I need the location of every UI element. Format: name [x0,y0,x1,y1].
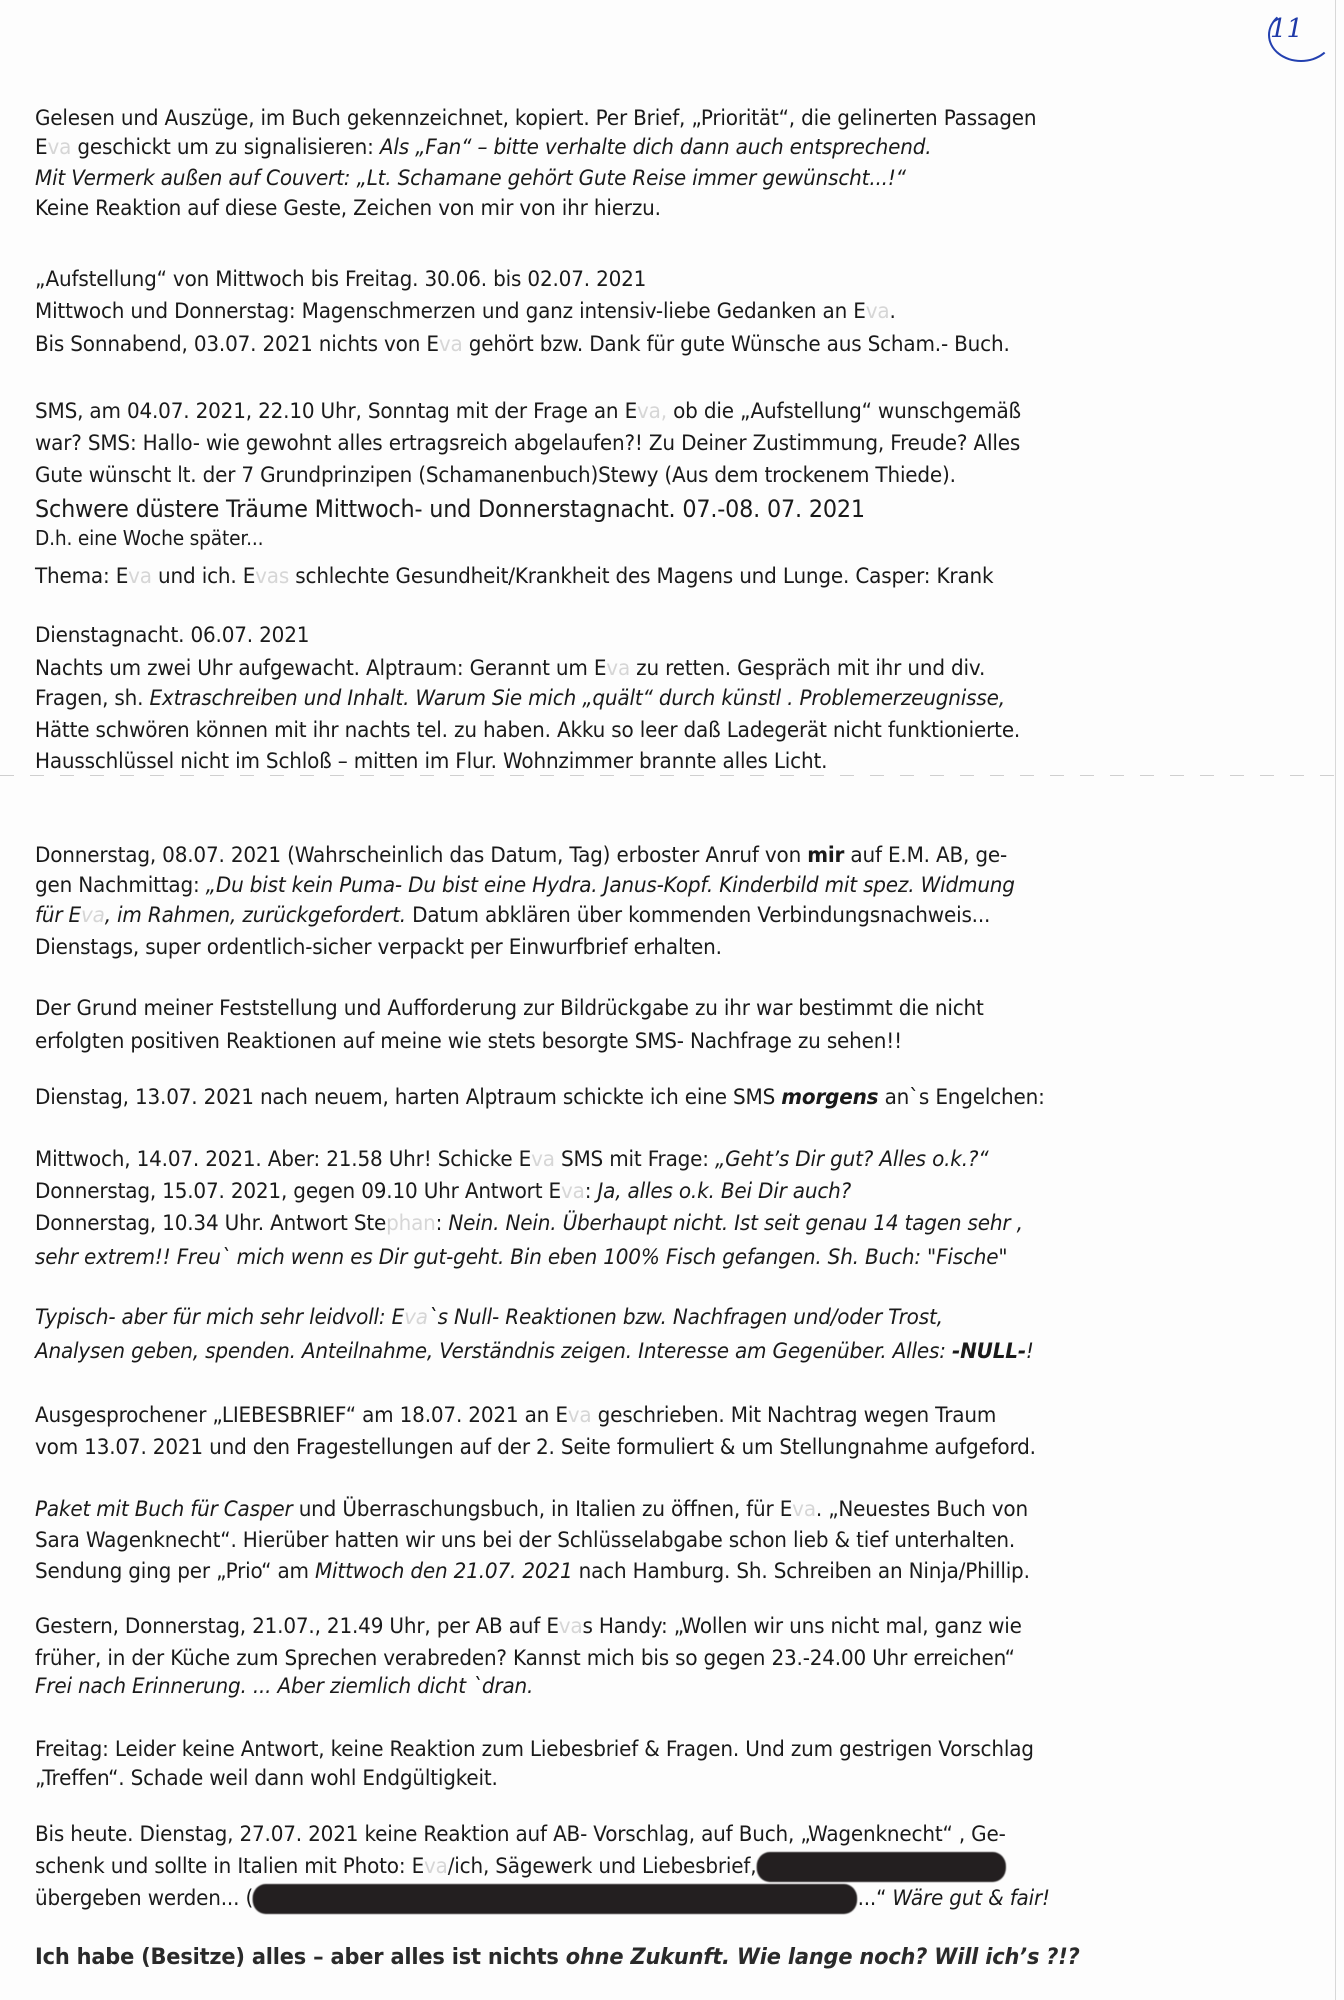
text-line [35,1178,851,1206]
text-line [35,842,1007,870]
text-span: „Aufstellung“ von Mittwoch bis Freitag. 30.06. bis 02.07. 2021 [35,267,647,292]
text-line [35,563,993,591]
text-line [35,1402,996,1430]
text-line [35,1673,533,1701]
text-span: Donnerstag, 15.07. 2021, gegen 09.10 Uhr Antwort E [35,1179,561,1204]
text-span: Typisch- aber für mich sehr leidvoll: E [35,1305,405,1330]
text-span: , im Rahmen, zurückgefordert. [104,903,406,928]
text-line [35,430,1020,458]
text-span: früher, in der Küche zum Sprechen verabreden? Kannst mich bis so gegen 23.-24.00 Uhr erreichen“ [35,1646,1015,1671]
text-line [35,685,1005,713]
redacted-name: va [560,1179,585,1204]
redacted-name: va [81,903,105,928]
text-span: schenk und sollte in Italien mit Photo: E [35,1854,425,1879]
text-span: Freitag: Leider keine Antwort, keine Reaktion zum Liebesbrief & Fragen. Und zum gestrigen Vorschlag [35,1737,1034,1762]
text-line [35,195,661,223]
text-span: ohne Zukunft. Wie lange noch? Will ich’s ?!? [565,1944,1080,1970]
text-span: SMS mit Frage: [554,1147,716,1172]
text-line [35,717,1020,745]
text-span: Mittwoch und Donnerstag: Magenschmerzen und ganz intensiv-liebe Gedanken an E [35,299,866,324]
text-span: Ja, alles o.k. Bei Dir auch? [597,1179,852,1204]
text-span: und ich. E [151,564,256,589]
text-span: Der Grund meiner Feststellung und Aufforderung zur Bildrückgabe zu ihr war bestimmt die nicht [35,996,984,1021]
text-span: Sendung ging per „Prio“ am [35,1559,315,1584]
text-span: `s Null- Reaktionen bzw. Nachfragen und/oder Trost, [427,1305,943,1330]
text-span: sehr extrem!! Freu` mich wenn es Dir gut-geht. Bin eben 100% Fisch gefangen. Sh. Buch: "Fische" [35,1245,1008,1270]
text-span: E [35,135,48,160]
text-span: -NULL- [951,1339,1026,1364]
text-span: Frei nach Erinnerung. ... Aber ziemlich dicht `dran. [35,1674,534,1699]
text-line [35,1821,1006,1849]
text-line [35,1645,1015,1673]
redacted-name: va [438,332,463,357]
text-span: Keine Reaktion auf diese Geste, Zeichen von mir von ihr hierzu. [35,196,661,221]
text-span: Ausgesprochener „LIEBESBRIEF“ am 18.07. 2021 an E [35,1403,568,1428]
redacted-name: vas [255,564,290,589]
redaction-blackout [253,1884,858,1914]
text-line [35,872,1015,900]
text-line [35,1210,1023,1238]
text-span: schlechte Gesundheit/Krankheit des Magens und Lunge. Casper: Krank [289,564,994,589]
text-line [35,1338,1034,1366]
text-span: Bis Sonnabend, 03.07. 2021 nichts von E [35,332,439,357]
text-span: gen Nachmittag: [35,873,206,898]
text-span: /ich, Sägewerk und Liebesbrief, [447,1854,757,1879]
text-line [35,105,1036,133]
text-line [35,1527,1015,1555]
text-span: Wäre gut & fair! [892,1886,1050,1911]
text-line [35,524,263,552]
text-span: für E [35,903,82,928]
redacted-name: va, [637,399,667,424]
text-span: Mit Vermerk außen auf Couvert: „Lt. Schamane gehört Gute Reise immer gewünscht...!“ [35,166,906,191]
redacted-name: phan [386,1211,436,1236]
text-span: Hätte schwören können mit ihr nachts tel. zu haben. Akku so leer daß Ladegerät nicht funktionierte. [35,718,1021,743]
text-line [35,1884,1050,1914]
text-line [35,266,646,294]
text-span: Gelesen und Auszüge, im Buch gekennzeichnet, kopiert. Per Brief, „Priorität“, die gelinerten Passagen [35,106,1037,131]
text-line [35,134,931,162]
text-span: morgens [781,1085,879,1110]
redaction-blackout [756,1852,1005,1882]
text-span: Extraschreiben und Inhalt. Warum Sie mich „quält“ durch künstl . Problemerzeugnisse, [149,686,1005,711]
text-line [35,1084,1045,1112]
redacted-name: va [792,1497,816,1522]
text-line [35,1146,988,1174]
text-span: Als „Fan“ – bitte verhalte dich dann auch entsprechend. [379,135,932,160]
text-span: an`s Engelchen: [878,1085,1045,1110]
text-line [35,298,896,326]
text-line [35,1028,902,1056]
text-span: geschrieben. Mit Nachtrag wegen Traum [591,1403,997,1428]
text-span: Paket mit Buch für Casper [35,1497,293,1522]
text-span: Nachts um zwei Uhr aufgewacht. Alptraum: Gerannt um E [35,656,607,681]
text-span: Datum abklären über kommenden Verbindungsnachweis... [405,903,991,928]
text-span: Hausschlüssel nicht im Schloß – mitten im Flur. Wohnzimmer brannte alles Licht. [35,749,828,774]
text-line [35,1736,1034,1764]
text-line [35,1613,1022,1641]
text-line [35,934,722,962]
redacted-name: va [865,299,890,324]
text-span: und Überraschungsbuch, in Italien zu öffnen, für E [292,1497,793,1522]
text-span: erfolgten positiven Reaktionen auf meine wie stets besorgte SMS- Nachfrage zu sehen!! [35,1029,902,1054]
text-span: ob die „Aufstellung“ wunschgemäß [666,399,1021,424]
redacted-name: va [531,1147,555,1172]
text-span: Bis heute. Dienstag, 27.07. 2021 keine Reaktion auf AB- Vorschlag, auf Buch, „Wagenknecht“ , Ge- [35,1822,1006,1847]
text-span: auf E.M. AB, ge- [844,843,1008,868]
text-span: Nein. Nein. Überhaupt nicht. Ist seit genau 14 tagen sehr , [448,1211,1023,1236]
text-line [35,1496,1028,1524]
text-span: . [889,299,896,324]
text-span: Gestern, Donnerstag, 21.07., 21.49 Uhr, per AB auf E [35,1614,559,1639]
text-line [35,462,956,490]
text-span: nach Hamburg. Sh. Schreiben an Ninja/Phillip. [572,1559,1030,1584]
text-line [35,1244,1007,1272]
redacted-name: va [606,656,631,681]
text-line [35,622,309,650]
redacted-name: va [128,564,152,589]
redacted-name: va [404,1305,428,1330]
text-span: ! [1025,1339,1034,1364]
text-span: „Treffen“. Schade weil dann wohl Endgültigkeit. [35,1766,498,1791]
text-line [35,331,1010,359]
text-span: übergeben werden... ( [35,1886,254,1911]
text-span: . „Neuestes Buch von [815,1497,1028,1522]
text-line [35,495,865,523]
text-span: D.h. eine Woche später... [35,526,264,550]
redacted-name: va [567,1403,592,1428]
text-line [35,1434,1036,1462]
text-span: vom 13.07. 2021 und den Fragestellungen auf der 2. Seite formuliert & um Stellungnahme aufgeford. [35,1435,1036,1460]
redacted-name: va [47,135,72,160]
text-span: gehört bzw. Dank für gute Wünsche aus Scham.- Buch. [462,332,1010,357]
text-line [35,1304,943,1332]
text-line [35,902,990,930]
text-span: Dienstagnacht. 06.07. 2021 [35,623,310,648]
text-span: Gute wünscht lt. der 7 Grundprinzipen (Schamanenbuch)Stewy (Aus dem trockenem Thiede). [35,463,956,488]
page-number-handwritten: 11 [1270,14,1304,44]
text-span: Sara Wagenknecht“. Hierüber hatten wir uns bei der Schlüsselabgabe schon lieb & tief unterhalten. [35,1528,1016,1553]
scan-edge-line [1335,0,1336,2000]
text-span: Mittwoch, 14.07. 2021. Aber: 21.58 Uhr! Schicke E [35,1147,532,1172]
text-span: Schwere düstere Träume Mittwoch- und Donnerstagnacht. 07.-08. 07. 2021 [35,495,865,523]
text-span: Analysen geben, spenden. Anteilnahme, Verständnis zeigen. Interesse am Gegenüber. Alles: [35,1339,952,1364]
text-span: Dienstags, super ordentlich-sicher verpackt per Einwurfbrief erhalten. [35,935,722,960]
text-span: mir [807,843,845,868]
text-span: Ich habe (Besitze) alles – aber alles ist nichts [35,1944,566,1970]
text-span: „Geht’s Dir gut? Alles o.k.?“ [715,1147,989,1172]
text-span: : [435,1211,449,1236]
text-span: ...“ [857,1886,893,1911]
text-span: Thema: E [35,564,129,589]
text-span: geschickt um zu signalisieren: [71,135,380,160]
text-span: „Du bist kein Puma- Du bist eine Hydra. Janus-Kopf. Kinderbild mit spez. Widmung [205,873,1015,898]
redacted-name: va [424,1854,448,1879]
text-span: Dienstag, 13.07. 2021 nach neuem, harten Alptraum schickte ich eine SMS [35,1085,782,1110]
text-span: Donnerstag, 08.07. 2021 (Wahrscheinlich das Datum, Tag) erboster Anruf von [35,843,808,868]
text-span: s Handy: „Wollen wir uns nicht mal, ganz wie [582,1614,1022,1639]
text-span: Fragen, sh. [35,686,150,711]
text-span: Donnerstag, 10.34 Uhr. Antwort Ste [35,1211,387,1236]
text-span: war? SMS: Hallo- wie gewohnt alles ertragsreich abgelaufen?! Zu Deiner Zustimmung, Freude? Alles [35,431,1021,456]
closing-statement [35,1943,1080,1971]
text-span: Mittwoch den 21.07. 2021 [314,1559,573,1584]
text-line [35,1558,1030,1586]
text-line [35,398,1021,426]
text-span: : [584,1179,598,1204]
text-line [35,165,906,193]
text-span: zu retten. Gespräch mit ihr und div. [630,656,986,681]
text-line [35,748,827,776]
text-line [35,995,984,1023]
text-span: SMS, am 04.07. 2021, 22.10 Uhr, Sonntag mit der Frage an E [35,399,638,424]
text-line [35,1852,1006,1882]
text-line [35,655,985,683]
redacted-name: va [558,1614,583,1639]
text-line [35,1765,498,1793]
